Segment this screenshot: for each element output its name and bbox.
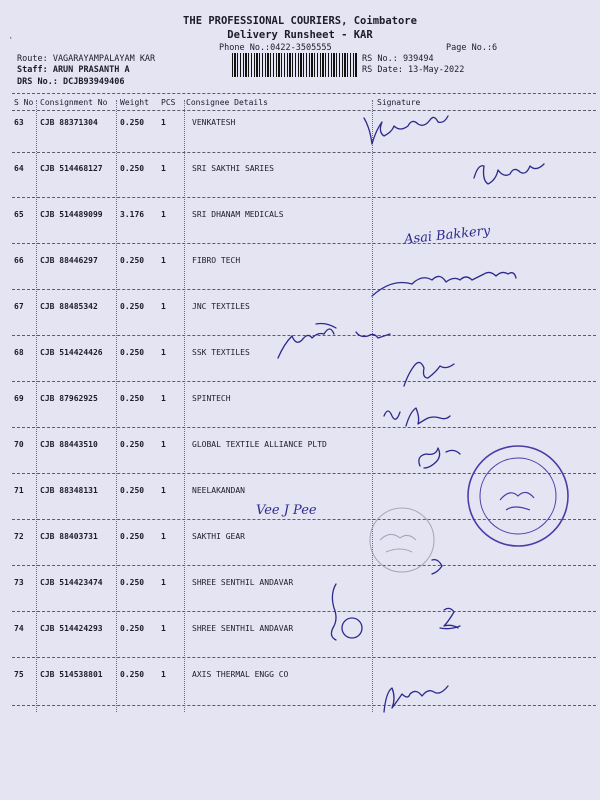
row-sno: 71 (14, 486, 24, 495)
route-label: Route: VAGARAYAMPALAYAM KAR (17, 54, 156, 64)
staff-label: Staff: ARUN PRASANTH A (17, 65, 130, 75)
row-weight: 0.250 (120, 624, 145, 633)
rs-date: RS Date: 13-May-2022 (362, 65, 465, 75)
row-consignment: CJB 88485342 (40, 302, 98, 311)
signature-row63 (364, 116, 448, 144)
row-consignment: CJB 514538801 (40, 670, 103, 679)
col-header-signature: Signature (377, 98, 421, 107)
signature-row73 (331, 560, 442, 640)
faded-stamp (370, 508, 434, 572)
row-pcs: 1 (161, 532, 166, 541)
row-sno: 75 (14, 670, 24, 679)
row-sno: 64 (14, 164, 24, 173)
row-pcs: 1 (161, 256, 166, 265)
row-sno: 72 (14, 532, 24, 541)
row-consignee: AXIS THERMAL ENGG CO (192, 670, 289, 679)
signature-row67 (278, 324, 390, 359)
signature-row68 (404, 362, 454, 386)
col-header-consignment: Consignment No (40, 98, 108, 107)
row-pcs: 1 (161, 210, 166, 219)
row-consignee: SSK TEXTILES (192, 348, 250, 357)
row-pcs: 1 (161, 486, 166, 495)
handwriting-row71: Vee J Pee (256, 503, 317, 518)
row-consignment: CJB 88443510 (40, 440, 98, 449)
sheet-title: Delivery Runsheet - KAR (227, 29, 373, 41)
col-header-weight: Weight (120, 98, 149, 107)
row-pcs: 1 (161, 624, 166, 633)
signature-row75 (384, 686, 448, 712)
signature-row74 (440, 608, 460, 628)
col-header-pcs: PCS (161, 98, 176, 107)
row-consignment: CJB 514424426 (40, 348, 103, 357)
row-sno: 63 (14, 118, 24, 127)
row-weight: 0.250 (120, 348, 145, 357)
col-header-consignee: Consignee Details (186, 98, 268, 107)
row-weight: 0.250 (120, 670, 145, 679)
company-stamp (468, 446, 568, 546)
row-consignee: SAKTHI GEAR (192, 532, 245, 541)
row-weight: 0.250 (120, 118, 145, 127)
circled-number-mark (342, 618, 362, 638)
row-consignment: CJB 88446297 (40, 256, 98, 265)
company-title: THE PROFESSIONAL COURIERS, Coimbatore (183, 15, 417, 27)
handwriting-row65: Asai Bakkery (403, 223, 491, 248)
row-consignment: CJB 88371304 (40, 118, 98, 127)
row-consignee: SHREE SENTHIL ANDAVAR (192, 578, 294, 587)
page-number: Page No.:6 (446, 43, 498, 53)
row-weight: 0.250 (120, 578, 145, 587)
signature-row64 (474, 164, 544, 184)
row-consignee: FIBRO TECH (192, 256, 241, 265)
stray-dot-mark: · (8, 34, 14, 44)
row-weight: 0.250 (120, 256, 145, 265)
row-sno: 73 (14, 578, 24, 587)
row-consignee: SRI DHANAM MEDICALS (192, 210, 284, 219)
col-header-sno: S No (14, 98, 34, 107)
row-consignee: JNC TEXTILES (192, 302, 250, 311)
row-consignment: CJB 514424293 (40, 624, 103, 633)
row-pcs: 1 (161, 348, 166, 357)
row-pcs: 1 (161, 440, 166, 449)
rs-number: RS No.: 939494 (362, 54, 434, 64)
row-weight: 0.250 (120, 440, 145, 449)
row-sno: 69 (14, 394, 24, 403)
row-sno: 70 (14, 440, 24, 449)
row-consignee: NEELAKANDAN (192, 486, 245, 495)
row-sno: 65 (14, 210, 24, 219)
row-consignee: SRI SAKTHI SARIES (192, 164, 274, 173)
row-weight: 0.250 (120, 164, 145, 173)
row-sno: 67 (14, 302, 24, 311)
row-consignee: SPINTECH (192, 394, 231, 403)
row-pcs: 1 (161, 670, 166, 679)
row-sno: 68 (14, 348, 24, 357)
row-consignee: GLOBAL TEXTILE ALLIANCE PLTD (192, 440, 327, 449)
row-weight: 0.250 (120, 302, 145, 311)
signature-row70 (419, 448, 460, 468)
row-weight: 0.250 (120, 532, 145, 541)
phone-number: Phone No.:0422-3505555 (219, 43, 332, 53)
row-pcs: 1 (161, 302, 166, 311)
signature-row69 (384, 408, 450, 426)
row-consignment: CJB 88403731 (40, 532, 98, 541)
row-pcs: 1 (161, 394, 166, 403)
row-sno: 66 (14, 256, 24, 265)
row-consignment: CJB 88348131 (40, 486, 98, 495)
signature-row66 (372, 272, 516, 296)
row-pcs: 1 (161, 118, 166, 127)
row-consignee: VENKATESH (192, 118, 236, 127)
row-consignee: SHREE SENTHIL ANDAVAR (192, 624, 294, 633)
row-consignment: CJB 514423474 (40, 578, 103, 587)
row-sno: 74 (14, 624, 24, 633)
row-pcs: 1 (161, 164, 166, 173)
row-consignment: CJB 514489099 (40, 210, 103, 219)
drs-number: DRS No.: DCJB93949406 (17, 77, 125, 87)
row-weight: 0.250 (120, 486, 145, 495)
row-consignment: CJB 514468127 (40, 164, 103, 173)
row-pcs: 1 (161, 578, 166, 587)
row-weight: 3.176 (120, 210, 145, 219)
row-consignment: CJB 87962925 (40, 394, 98, 403)
row-weight: 0.250 (120, 394, 145, 403)
